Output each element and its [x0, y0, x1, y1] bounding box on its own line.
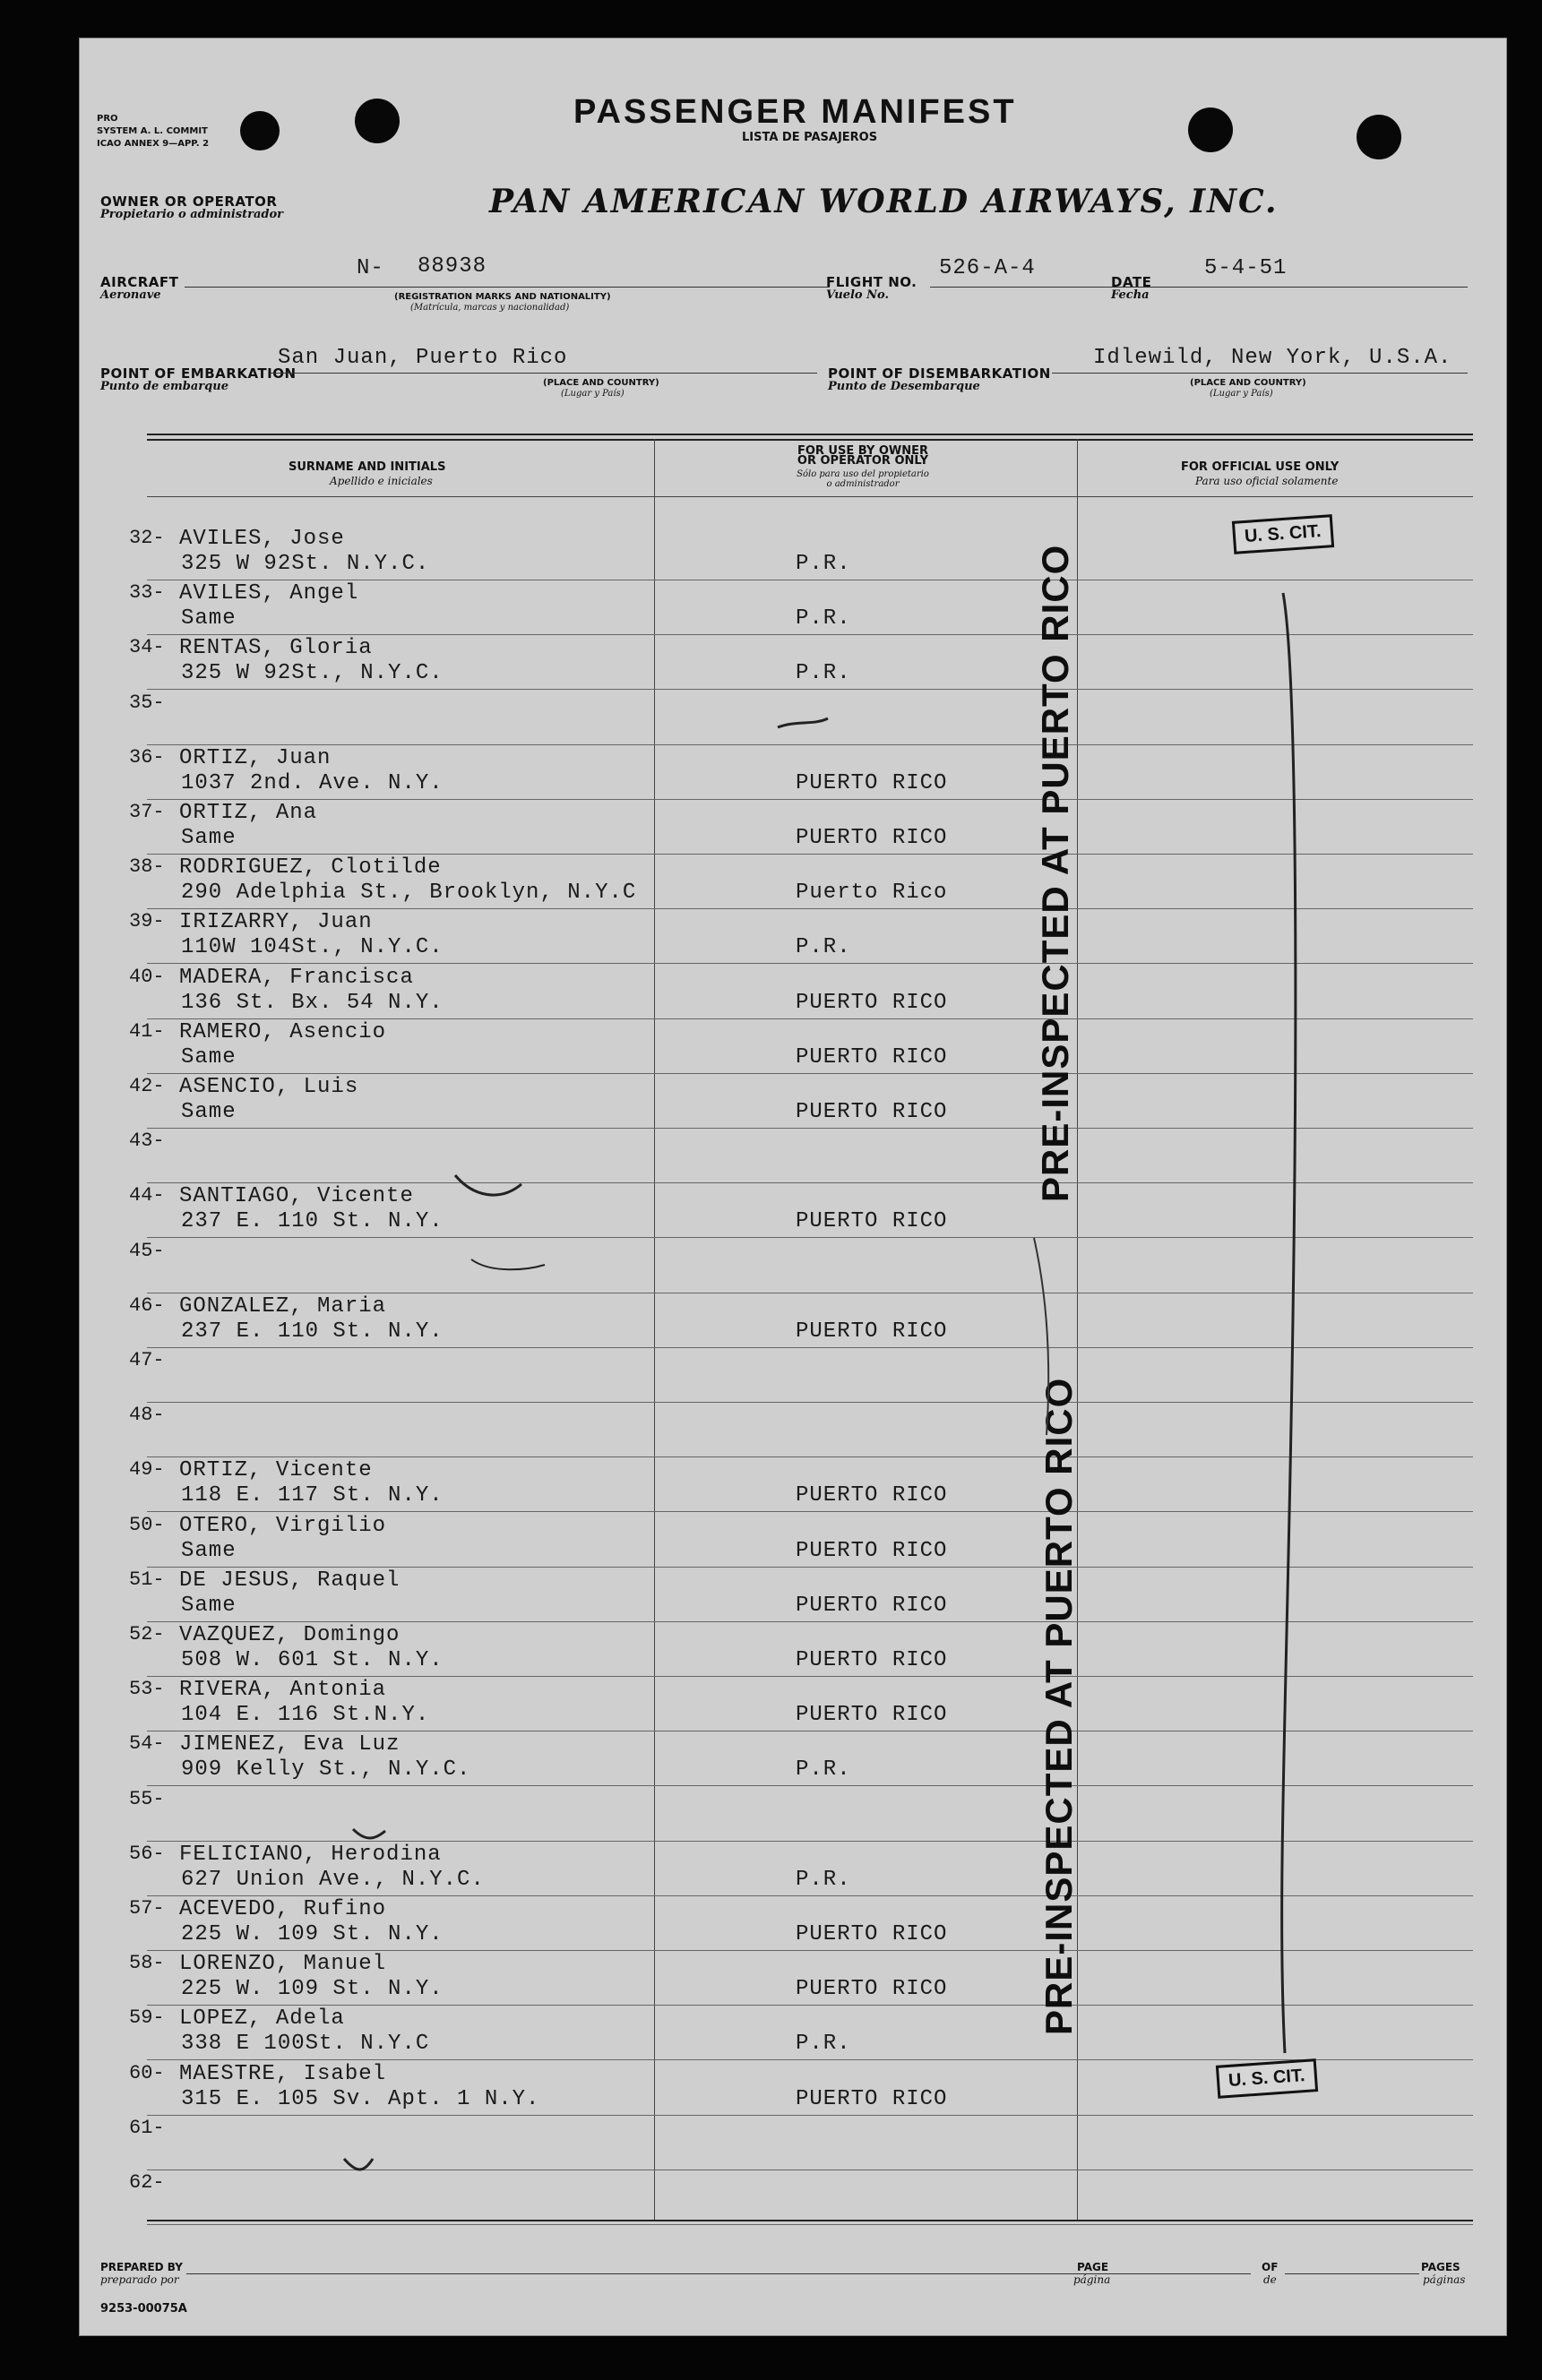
aircraft-prefix: N- [357, 256, 384, 280]
passenger-name: OTERO, Virgilio [179, 1514, 387, 1538]
owner-use-entry: Puerto Rico [796, 881, 948, 905]
disembarkation-value: Idlewild, New York, U.S.A. [1093, 346, 1452, 370]
row-number: 57- [129, 1897, 165, 1920]
passenger-name: AVILES, Jose [179, 527, 345, 551]
page-title: PASSENGER MANIFEST [573, 93, 1017, 131]
pages-label: PAGES [1421, 2261, 1460, 2273]
row-number: 61- [129, 2117, 165, 2139]
passenger-address: 909 Kelly St., N.Y.C. [181, 1757, 471, 1782]
passenger-name: MADERA, Francisca [179, 966, 414, 990]
column-header-official-es: Para uso oficial solamente [1195, 475, 1339, 487]
row-number: 39- [129, 910, 165, 932]
row-number: 54- [129, 1732, 165, 1755]
passenger-address: 136 St. Bx. 54 N.Y. [181, 991, 444, 1015]
owner-use-entry: PUERTO RICO [796, 1977, 948, 2001]
row-number: 58- [129, 1952, 165, 1974]
passenger-address: Same [181, 826, 237, 850]
aircraft-hint-es: (Matrícula, marcas y nacionalidad) [410, 303, 570, 313]
flight-label: FLIGHT NO. [826, 274, 917, 290]
row-number: 60- [129, 2062, 165, 2084]
row-number: 32- [129, 527, 165, 549]
preinspected-stamp: PRE-INSPECTED AT PUERTO RICO [1034, 544, 1076, 1202]
owner-use-entry: PUERTO RICO [796, 1483, 948, 1508]
aircraft-hint: (REGISTRATION MARKS AND NATIONALITY) [394, 292, 611, 302]
form-number: 9253-00075A [100, 2302, 187, 2316]
row-number: 53- [129, 1678, 165, 1700]
flight-number: 526-A-4 [939, 256, 1036, 280]
embarkation-value: San Juan, Puerto Rico [278, 346, 568, 370]
passenger-name: ORTIZ, Ana [179, 801, 318, 825]
passenger-name: VAZQUEZ, Domingo [179, 1623, 401, 1647]
owner-use-entry: PUERTO RICO [796, 1922, 948, 1946]
row-number: 50- [129, 1514, 165, 1536]
flight-label-es: Vuelo No. [826, 288, 889, 302]
embarkation-label: POINT OF EMBARKATION [100, 365, 297, 382]
passenger-name: ORTIZ, Vicente [179, 1458, 373, 1482]
embarkation-hint: (PLACE AND COUNTRY) [543, 378, 659, 388]
page-label-es: página [1073, 2273, 1111, 2286]
passenger-name: RENTAS, Gloria [179, 636, 373, 660]
prepared-by-label-es: preparado por [100, 2273, 179, 2286]
row-number: 59- [129, 2006, 165, 2029]
passenger-address: 237 E. 110 St. N.Y. [181, 1209, 444, 1233]
owner-use-entry: PUERTO RICO [796, 771, 948, 795]
owner-use-entry: PUERTO RICO [796, 991, 948, 1015]
of-label-es: de [1263, 2273, 1277, 2286]
passenger-address: 118 E. 117 St. N.Y. [181, 1483, 444, 1508]
row-number: 35- [129, 692, 165, 714]
page-subtitle: LISTA DE PASAJEROS [742, 131, 878, 144]
row-number: 33- [129, 581, 165, 604]
row-number: 44- [129, 1184, 165, 1207]
passenger-name: DE JESUS, Raquel [179, 1568, 401, 1593]
passenger-name: LOPEZ, Adela [179, 2006, 345, 2031]
passenger-address: Same [181, 606, 237, 631]
passenger-name: GONZALEZ, Maria [179, 1294, 387, 1319]
row-number: 49- [129, 1458, 165, 1481]
owner-use-entry: PUERTO RICO [796, 1319, 948, 1344]
disembarkation-hint-es: (Lugar y País) [1210, 389, 1273, 399]
row-number: 47- [129, 1349, 165, 1371]
passenger-address: 110W 104St., N.Y.C. [181, 935, 444, 959]
passenger-address: 225 W. 109 St. N.Y. [181, 1977, 444, 2001]
date-label-es: Fecha [1111, 288, 1150, 302]
owner-use-entry: P.R. [796, 552, 851, 576]
row-number: 52- [129, 1623, 165, 1645]
row-number: 36- [129, 746, 165, 769]
owner-label: OWNER OR OPERATOR [100, 193, 278, 210]
passenger-address: 237 E. 110 St. N.Y. [181, 1319, 444, 1344]
passenger-address: Same [181, 1539, 237, 1563]
owner-use-entry: P.R. [796, 661, 851, 685]
row-number: 34- [129, 636, 165, 658]
manifest-sheet [79, 38, 1507, 2336]
owner-use-entry: PUERTO RICO [796, 1100, 948, 1124]
passenger-name: SANTIAGO, Vicente [179, 1184, 414, 1208]
owner-use-entry: P.R. [796, 606, 851, 631]
owner-use-entry: PUERTO RICO [796, 1594, 948, 1618]
passenger-address: 627 Union Ave., N.Y.C. [181, 1868, 485, 1892]
row-number: 42- [129, 1075, 165, 1097]
column-header-official: FOR OFFICIAL USE ONLY [1181, 460, 1340, 474]
row-number: 48- [129, 1404, 165, 1426]
date-label: DATE [1111, 274, 1152, 290]
passenger-name: IRIZARRY, Juan [179, 910, 373, 934]
passenger-name: FELICIANO, Herodina [179, 1843, 442, 1867]
page-label: PAGE [1077, 2261, 1109, 2273]
owner-label-es: Propietario o administrador [100, 208, 284, 221]
passenger-name: RODRIGUEZ, Clotilde [179, 855, 442, 880]
row-number: 37- [129, 801, 165, 823]
corner-note: PRO SYSTEM A. L. COMMIT ICAO ANNEX 9—APP. 2 [97, 114, 210, 149]
passenger-address: Same [181, 1045, 237, 1070]
column-header-name: SURNAME AND INITIALS [289, 460, 446, 474]
row-number: 43- [129, 1130, 165, 1152]
passenger-address: 338 E 100St. N.Y.C [181, 2032, 430, 2056]
ink-bracket [79, 38, 1507, 2336]
of-label: OF [1262, 2261, 1279, 2273]
row-number: 45- [129, 1240, 165, 1262]
disembarkation-hint: (PLACE AND COUNTRY) [1190, 378, 1306, 388]
row-number: 56- [129, 1843, 165, 1865]
row-number: 46- [129, 1294, 165, 1317]
disembarkation-label-es: Punto de Desembarque [828, 380, 980, 393]
owner-use-entry: PUERTO RICO [796, 2087, 948, 2111]
row-number: 55- [129, 1788, 165, 1810]
owner-use-entry: P.R. [796, 1757, 851, 1782]
owner-use-entry: PUERTO RICO [796, 1703, 948, 1727]
passenger-name: ORTIZ, Juan [179, 746, 332, 770]
passenger-address: 325 W 92St., N.Y.C. [181, 661, 444, 685]
row-number: 38- [129, 855, 165, 878]
column-header-name-es: Apellido e iniciales [330, 475, 433, 487]
pages-label-es: páginas [1423, 2273, 1466, 2286]
passenger-address: 508 W. 601 St. N.Y. [181, 1648, 444, 1672]
passenger-address: 315 E. 105 Sv. Apt. 1 N.Y. [181, 2087, 540, 2111]
passenger-address: Same [181, 1100, 237, 1124]
us-citizen-stamp: U. S. CIT. [1232, 514, 1334, 554]
passenger-name: ASENCIO, Luis [179, 1075, 359, 1099]
us-citizen-stamp: U. S. CIT. [1216, 2058, 1318, 2099]
aircraft-registration: 88938 [418, 254, 487, 279]
prepared-by-label: PREPARED BY [100, 2261, 183, 2273]
passenger-address: 290 Adelphia St., Brooklyn, N.Y.C [181, 881, 637, 905]
passenger-name: RIVERA, Antonia [179, 1678, 387, 1702]
row-number: 40- [129, 966, 165, 988]
passenger-address: 104 E. 116 St.N.Y. [181, 1703, 430, 1727]
operator-name: PAN AMERICAN WORLD AIRWAYS, INC. [489, 183, 1279, 220]
aircraft-label-es: Aeronave [100, 288, 161, 302]
row-number: 41- [129, 1020, 165, 1043]
passenger-name: ACEVEDO, Rufino [179, 1897, 387, 1921]
aircraft-label: AIRCRAFT [100, 274, 179, 290]
owner-use-entry: P.R. [796, 2032, 851, 2056]
flight-date: 5-4-51 [1204, 256, 1288, 280]
owner-use-entry: PUERTO RICO [796, 1045, 948, 1070]
owner-use-entry: PUERTO RICO [796, 826, 948, 850]
owner-use-entry: PUERTO RICO [796, 1209, 948, 1233]
passenger-name: MAESTRE, Isabel [179, 2062, 387, 2086]
column-header-owner: FOR USE BY OWNER OR OPERATOR ONLY [797, 444, 929, 468]
owner-use-entry: P.R. [796, 1868, 851, 1892]
passenger-address: 325 W 92St. N.Y.C. [181, 552, 430, 576]
embarkation-hint-es: (Lugar y País) [561, 389, 625, 399]
passenger-name: LORENZO, Manuel [179, 1952, 387, 1976]
passenger-name: AVILES, Angel [179, 581, 359, 606]
column-header-owner-es: Sólo para uso del propietario o administrador [797, 469, 929, 489]
embarkation-label-es: Punto de embarque [100, 380, 228, 393]
passenger-address: 1037 2nd. Ave. N.Y. [181, 771, 444, 795]
row-number: 51- [129, 1568, 165, 1591]
disembarkation-label: POINT OF DISEMBARKATION [828, 365, 1051, 382]
owner-use-entry: PUERTO RICO [796, 1648, 948, 1672]
row-number: 62- [129, 2171, 165, 2194]
owner-use-entry: PUERTO RICO [796, 1539, 948, 1563]
passenger-name: RAMERO, Asencio [179, 1020, 387, 1044]
passenger-address: 225 W. 109 St. N.Y. [181, 1922, 444, 1946]
preinspected-stamp: PRE-INSPECTED AT PUERTO RICO [1038, 1377, 1080, 2035]
passenger-address: Same [181, 1594, 237, 1618]
passenger-name: JIMENEZ, Eva Luz [179, 1732, 401, 1757]
owner-use-entry: P.R. [796, 935, 851, 959]
